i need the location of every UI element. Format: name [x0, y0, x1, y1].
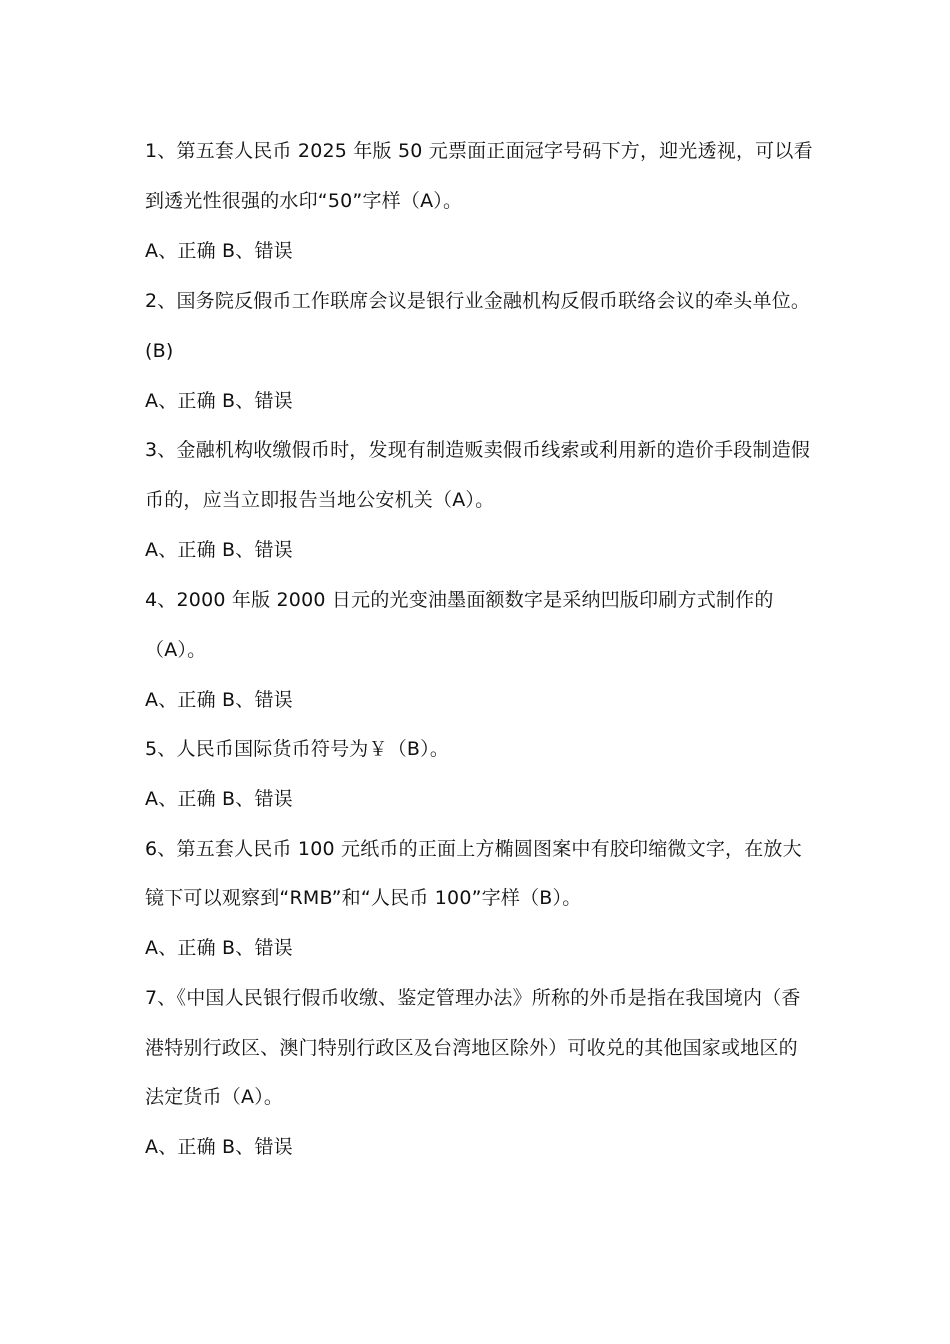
question-2-line-2: (B) [145, 340, 174, 362]
question-1-line-1: 1、第五套人民币 2025 年版 50 元票面正面冠字号码下方，迎光透视，可以看 [145, 140, 813, 162]
question-1-options: A、正确 B、错误 [145, 240, 293, 262]
question-3-line-2: 币的，应当立即报告当地公安机关（A）。 [145, 489, 495, 511]
question-3-options: A、正确 B、错误 [145, 539, 293, 561]
question-7-line-3: 法定货币（A）。 [145, 1086, 284, 1108]
question-6-line-1: 6、第五套人民币 100 元纸币的正面上方椭圆图案中有胶印缩微文字，在放大 [145, 838, 802, 860]
question-1-line-2: 到透光性很强的水印“50”字样（A）。 [145, 190, 463, 212]
question-7-line-1: 7、《中国人民银行假币收缴、鉴定管理办法》所称的外币是指在我国境内（香 [145, 987, 801, 1009]
question-2-line-1: 2、国务院反假币工作联席会议是银行业金融机构反假币联络会议的牵头单位。 [145, 290, 811, 312]
question-7-options: A、正确 B、错误 [145, 1136, 293, 1158]
question-5-options: A、正确 B、错误 [145, 788, 293, 810]
question-2-options: A、正确 B、错误 [145, 390, 293, 412]
question-4-line-2: （A）。 [145, 639, 207, 661]
question-3-line-1: 3、金融机构收缴假币时，发现有制造贩卖假币线索或利用新的造价手段制造假 [145, 439, 811, 461]
question-6-options: A、正确 B、错误 [145, 937, 293, 959]
question-7-line-2: 港特别行政区、澳门特别行政区及台湾地区除外）可收兑的其他国家或地区的 [145, 1037, 798, 1059]
question-6-line-2: 镜下可以观察到“RMB”和“人民币 100”字样（B）。 [145, 887, 582, 909]
question-4-line-1: 4、2000 年版 2000 日元的光变油墨面额数字是采纳凹版印刷方式制作的 [145, 589, 774, 611]
question-5-line-1: 5、人民币国际货币符号为￥（B）。 [145, 738, 450, 760]
question-4-options: A、正确 B、错误 [145, 689, 293, 711]
